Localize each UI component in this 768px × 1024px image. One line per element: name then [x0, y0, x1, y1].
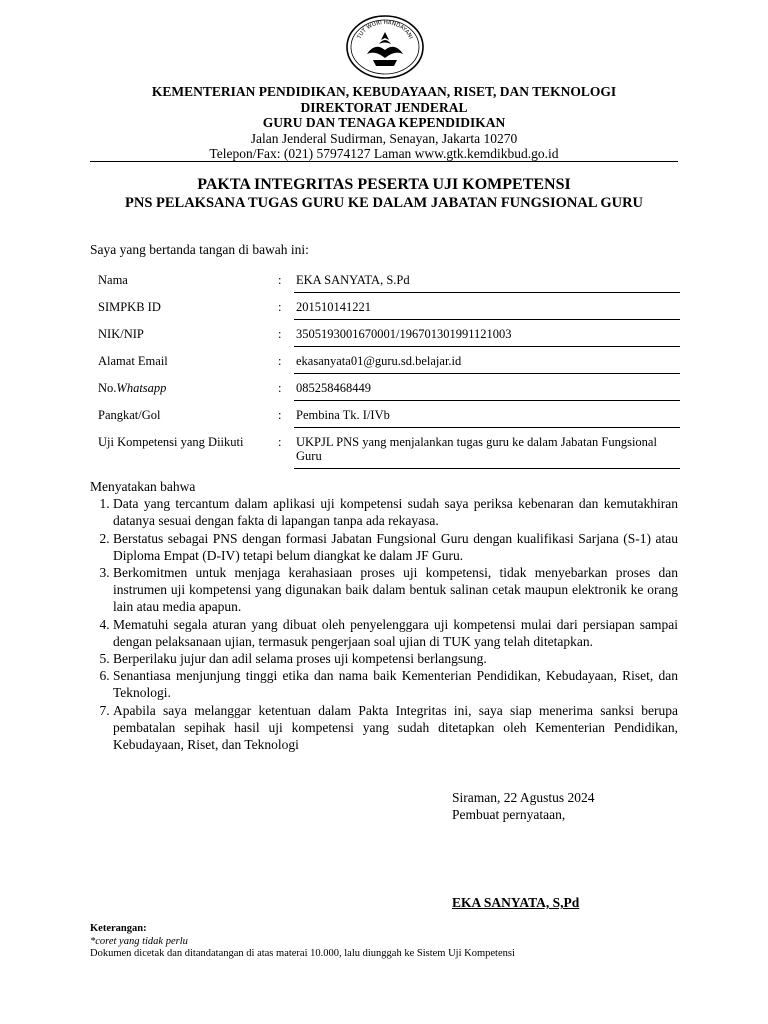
- whatsapp-value: 085258468449: [294, 374, 680, 401]
- header-divider: [90, 161, 678, 162]
- contact: Telepon/Fax: (021) 57974127 Laman www.gtk.kemdikbud.go.id: [209, 146, 559, 161]
- signature-block: [452, 789, 595, 823]
- list-item: 1. Data yang tercantum dalam aplikasi uji kompetensi sudah saya periksa kebenaran dan kemutakhiran datanya sesuai dengan fakta di lapangan tanpa ada rekayasa.: [113, 495, 678, 529]
- label-prefix: No.: [98, 380, 117, 395]
- table-row: [90, 347, 680, 374]
- directorate-label: DIREKTORAT JENDERAL: [300, 99, 468, 115]
- row-label: Uji Kompetensi yang Diikuti: [98, 434, 244, 449]
- row-separator: :: [278, 434, 282, 449]
- name-value: EKA SANYATA, S.Pd: [294, 266, 680, 293]
- list-item: 2. Berstatus sebagai PNS dengan formasi Jabatan Fungsional Guru dengan kualifikasi Sarjana (S-1) atau Diploma Empat (D-IV) tetapi belum diangkat ke dalam JF Guru.: [113, 530, 678, 564]
- directorate-name: GURU DAN TENAGA KEPENDIDIKAN: [262, 115, 506, 130]
- document-title: [90, 175, 678, 212]
- label-italic: Whatsapp: [116, 380, 167, 395]
- table-row: [90, 374, 680, 401]
- notes-heading: Keterangan:: [90, 923, 147, 934]
- title-sub: PNS PELAKSANA TUGAS GURU KE DALAM JABATAN FUNGSIONAL GURU: [124, 195, 644, 211]
- declaration-list: [90, 495, 678, 753]
- declaration-heading: Menyatakan bahwa: [90, 479, 196, 494]
- tut-wuri-handayani-logo: [345, 14, 425, 80]
- notes-line-2: Dokumen dicetak dan ditandatangan di atas materai 10.000, lalu diunggah ke Sistem Uji Kompetensi: [90, 948, 515, 959]
- row-label: Alamat Email: [98, 353, 168, 368]
- email-value: ekasanyata01@guru.sd.belajar.id: [294, 347, 680, 374]
- ministry-name: KEMENTERIAN PENDIDIKAN, KEBUDAYAAN, RISET, DAN TEKNOLOGI: [151, 84, 617, 99]
- intro-text: Saya yang bertanda tangan di bawah ini:: [90, 242, 309, 257]
- exam-value: UKPJL PNS yang menjalankan tugas guru ke dalam Jabatan Fungsional Guru: [294, 428, 680, 469]
- list-item: 6. Senantiasa menjunjung tinggi etika dan nama baik Kementerian Pendidikan, Kebudayaan, Riset, dan Teknologi.: [113, 667, 678, 701]
- row-label: NIK/NIP: [98, 326, 144, 341]
- row-separator: :: [278, 299, 282, 314]
- svg-text:TUT WURI HANDAYANI: TUT WURI HANDAYANI: [356, 19, 414, 41]
- notes: [90, 923, 515, 961]
- signer-name: EKA SANYATA, S,Pd: [452, 895, 580, 910]
- list-item: 5. Berperilaku jujur dan adil selama proses uji kompetensi berlangsung.: [113, 650, 678, 667]
- row-separator: :: [278, 407, 282, 422]
- row-label: SIMPKB ID: [98, 299, 161, 314]
- nik-nip-value: 3505193001670001/196701301991121003: [294, 320, 680, 347]
- notes-line-1: *coret yang tidak perlu: [90, 935, 188, 947]
- list-item: 3. Berkomitmen untuk menjaga kerahasiaan proses uji kompetensi, tidak menyebarkan proses dan instrumen uji kompetensi yang digunakan baik dalam bentuk salinan cetak maupun elektronik ke orang lain atau media apapun.: [113, 564, 678, 616]
- title-main: PAKTA INTEGRITAS PESERTA UJI KOMPETENSI: [197, 176, 571, 193]
- row-separator: :: [278, 353, 282, 368]
- list-item: 7. Apabila saya melanggar ketentuan dalam Pakta Integritas ini, saya siap menerima sanksi berupa pembatalan sepihak hasil uji kompetensi yang sudah ditetapkan oleh Kementerian Pendidikan, Kebudayaan, Riset, dan Teknologi: [113, 702, 678, 754]
- emblem-icon: [345, 14, 425, 80]
- row-separator: :: [278, 326, 282, 341]
- row-label: [90, 374, 278, 401]
- row-separator: :: [278, 380, 282, 395]
- signer-role: Pembuat pernyataan,: [452, 807, 566, 822]
- letterhead: [90, 84, 678, 162]
- table-row: [90, 293, 680, 320]
- declaration: [90, 478, 678, 753]
- table-row: [90, 401, 680, 428]
- row-label: Pangkat/Gol: [98, 407, 161, 422]
- table-row: [90, 266, 680, 293]
- row-separator: :: [278, 273, 282, 287]
- rank-value: Pembina Tk. I/IVb: [294, 401, 680, 428]
- row-label: Nama: [98, 273, 128, 287]
- simpkb-value: 201510141221: [294, 293, 680, 320]
- address: Jalan Jenderal Sudirman, Senayan, Jakarta 10270: [250, 130, 518, 146]
- list-item: 4. Mematuhi segala aturan yang dibuat oleh penyelenggara uji kompetensi mulai dari persiapan sampai dengan pelaksanaan ujian, termasuk pengerjaan soal ujian di TUK yang telah ditetapkan.: [113, 616, 678, 650]
- table-row: [90, 428, 680, 469]
- table-row: [90, 320, 680, 347]
- identity-table: [90, 266, 680, 469]
- place-date: Siraman, 22 Agustus 2024: [452, 790, 595, 805]
